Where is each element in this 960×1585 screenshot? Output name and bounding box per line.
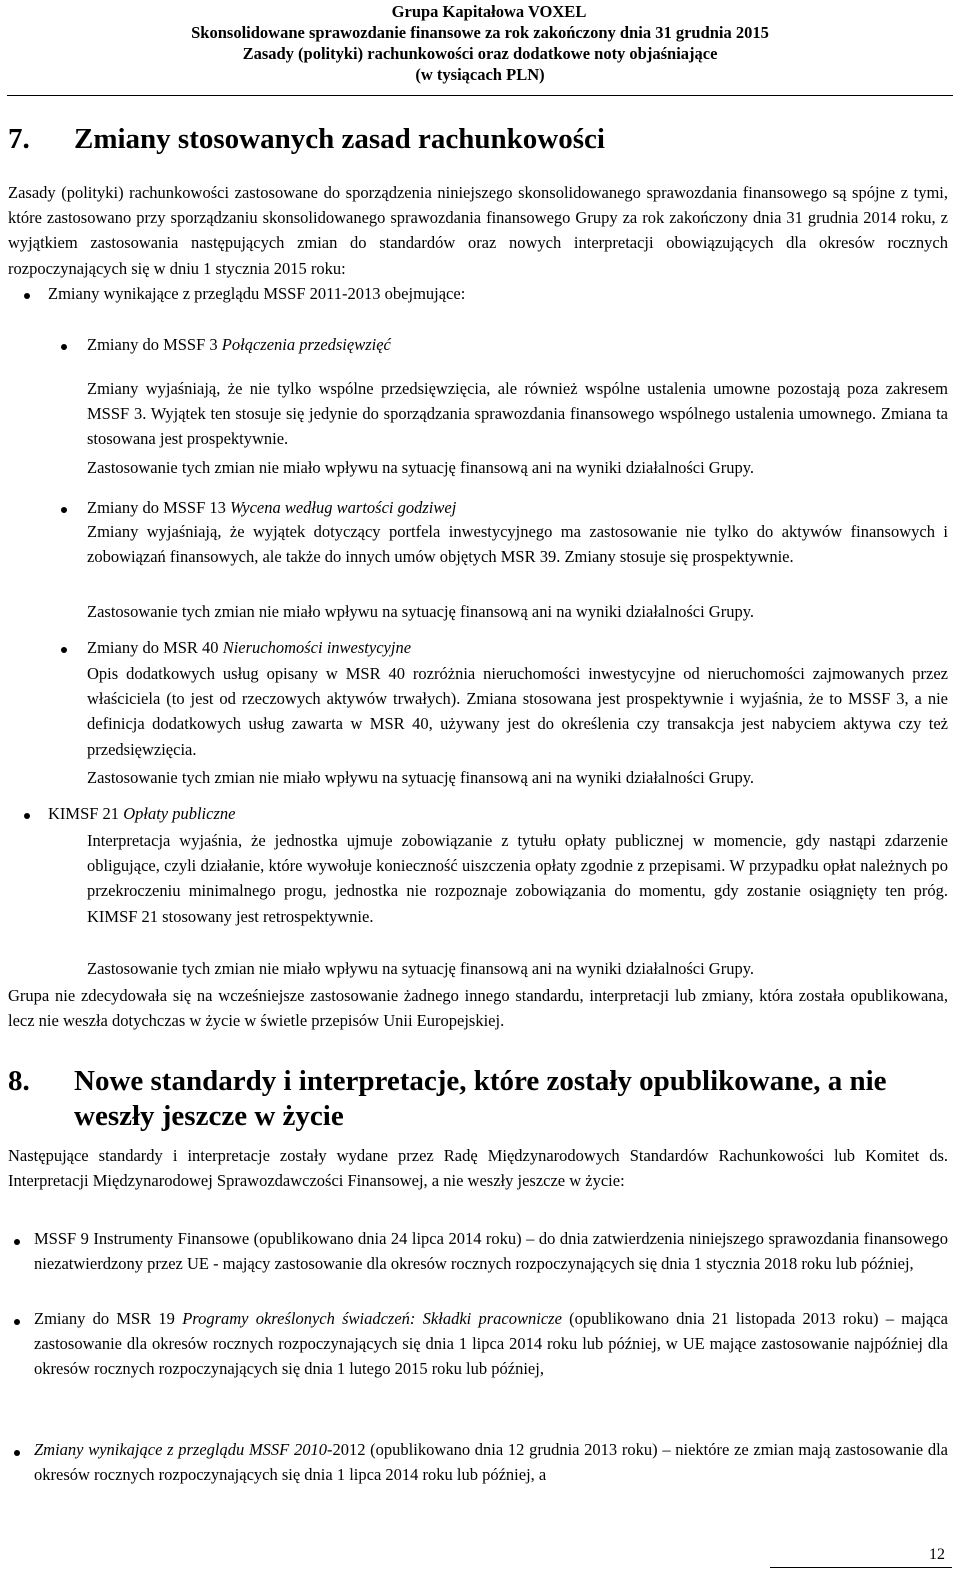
bullet-kimsf21-effect: Zastosowanie tych zmian nie miało wpływu na sytuację finansową ani na wyniki działalności Grupy. — [87, 959, 755, 978]
sub-bullet-mssf3-text: Zmiany wyjaśniają, że nie tylko wspólne przedsięwzięcia, ale również wspólne ustalenia umowne pozostają poza zakresem MSSF 3. Wyjątek ten stosuje się jedynie do sporządzania sprawozdania finansowego wspólnego ustalenia umownego. Zmiana ta stosowana jest prospektywnie. — [87, 379, 948, 449]
bullet-mssf-review: Zmiany wynikające z przeglądu MSSF 2011-2013 obejmujące: — [48, 284, 466, 303]
sub-bullet-msr40-prefix: Zmiany do MSR 40 — [87, 638, 223, 657]
sub-bullet-mssf3-prefix: Zmiany do MSSF 3 — [87, 335, 222, 354]
standard-item-msr19-title: Programy określonych świadczeń: Składki pracownicze — [182, 1309, 562, 1328]
sub-bullet-mssf13-title: Wycena według wartości godziwej — [230, 498, 457, 517]
section-8-intro: Następujące standardy i interpretacje zostały wydane przez Radę Międzynarodowych Standardów Rachunkowości lub Komitet ds. Interpretacji Międzynarodowej Sprawozdawczości Finansowej, a nie weszły jeszcze w życie: — [8, 1146, 948, 1191]
bullet-icon — [14, 1239, 20, 1245]
bullet-icon — [14, 1450, 20, 1456]
sub-bullet-msr40 — [87, 635, 411, 660]
section-8-number: 8. — [8, 1065, 30, 1097]
sub-bullet-msr40-text: Opis dodatkowych usług opisany w MSR 40 rozróżnia nieruchomości inwestycyjne od nieruchomości zajmowanych przez właściciela (to jest od rzeczowych aktywów trwałych). Zmiana stosowana jest prospektywnie i wyjaśnia, że to MSSF 3, a nie definicja dodatkowych usług zawarta w MSR 40, używany jest do określenia czy transakcja jest nabyciem aktywa czy też przedsięwzięcia. — [87, 664, 948, 759]
section-7-title: Zmiany stosowanych zasad rachunkowości — [74, 123, 605, 155]
standard-item-mssf-review — [34, 1437, 948, 1487]
page-number: 12 — [929, 1546, 945, 1563]
standard-item-msr19-prefix: Zmiany do MSR 19 — [34, 1309, 183, 1328]
section-8-title-line1: Nowe standardy i interpretacje, które zostały opublikowane, a nie — [74, 1065, 887, 1097]
sub-bullet-mssf3-title: Połączenia przedsięwzięć — [221, 335, 391, 354]
sub-bullet-mssf13-prefix: Zmiany do MSSF 13 — [87, 498, 231, 517]
sub-bullet-msr40-title: Nieruchomości inwestycyjne — [222, 638, 412, 657]
section-7-intro: Zasady (polityki) rachunkowości zastosowane do sporządzenia niniejszego skonsolidowanego sprawozdania finansowego są spójne z tymi, które zastosowano przy sporządzaniu skonsolidowanego sprawozdania finansowego Grupy za rok zakończony dnia 31 grudnia 2014 roku, z wyjątkiem zastosowania następujących zmian do standardów oraz nowych interpretacji obowiązujących dla okresów rocznych rozpoczynających się w dniu 1 stycznia 2015 roku: — [8, 183, 948, 278]
sub-bullet-msr40-effect: Zastosowanie tych zmian nie miało wpływu na sytuację finansową ani na wyniki działalności Grupy. — [87, 768, 755, 787]
footer-divider — [770, 1567, 952, 1568]
sub-bullet-mssf13 — [87, 495, 456, 520]
section-7-closing: Grupa nie zdecydowała się na wcześniejsze zastosowanie żadnego innego standardu, interpretacji lub zmiany, która została opublikowana, lecz nie weszła dotychczas w życie w świetle przepisów Unii Europejskiej. — [8, 986, 948, 1031]
standard-item-mssf-review-text: -2012 (opublikowano dnia 12 grudnia 2013 roku) – niektóre ze zmian mają zastosowanie dla okresów rocznych rozpoczynających się dnia 1 lipca 2014 roku lub później, a — [34, 1440, 948, 1485]
standard-item-mssf-review-title: Zmiany wynikające z przeglądu MSSF 2010 — [34, 1440, 327, 1459]
bullet-icon — [61, 344, 67, 350]
sub-bullet-mssf3-effect: Zastosowanie tych zmian nie miało wpływu na sytuację finansową ani na wyniki działalności Grupy. — [87, 458, 755, 477]
header-report: Skonsolidowane sprawozdanie finansowe za rok zakończony dnia 31 grudnia 2015 — [191, 23, 769, 42]
bullet-kimsf21 — [48, 801, 235, 826]
bullet-kimsf21-prefix: KIMSF 21 — [48, 804, 124, 823]
standard-item-msr19-text: (opublikowano dnia 21 listopada 2013 roku) – mająca zastosowanie dla okresów rocznych rozpoczynających się dnia 1 lipca 2014 roku lub później, w UE mające zastosowanie najpóźniej dla okresów rocznych rozpoczynających się dnia 1 lutego 2015 roku lub później, — [34, 1309, 948, 1379]
page-header — [0, 0, 960, 85]
header-divider — [7, 95, 953, 96]
section-8-heading — [8, 1064, 953, 1134]
sub-bullet-mssf13-text: Zmiany wyjaśniają, że wyjątek dotyczący portfela inwestycyjnego ma zastosowanie nie tylko do aktywów finansowych i zobowiązań finansowych, ale także do innych umów objętych MSR 39. Zmiany stosuje się prospektywnie. — [87, 522, 948, 567]
bullet-icon — [14, 1319, 20, 1325]
section-7-number: 7. — [8, 123, 30, 155]
header-units: (w tysiącach PLN) — [415, 65, 545, 84]
standard-item-mssf9: MSSF 9 Instrumenty Finansowe (opublikowano dnia 24 lipca 2014 roku) – do dnia zatwierdzenia niniejszego sprawozdania finansowego niezatwierdzony przez UE - mający zastosowanie dla okresów rocznych rozpoczynających się dnia 1 stycznia 2018 roku lub później, — [34, 1229, 948, 1274]
standard-item-msr19 — [34, 1306, 948, 1382]
section-7-heading — [8, 122, 605, 157]
bullet-icon — [24, 293, 30, 299]
bullet-kimsf21-title: Opłaty publiczne — [123, 804, 236, 823]
bullet-kimsf21-text: Interpretacja wyjaśnia, że jednostka ujmuje zobowiązanie z tytułu opłaty publicznej w momencie, gdy nastąpi zdarzenie obligujące, czyli działanie, które wywołuje konieczność uiszczenia opłaty zgodnie z przepisami. W przypadku opłat należnych po przekroczeniu minimalnego progu, jednostka nie rozpoznaje zobowiązania do momentu, gdy zostanie osiągnięty ten próg. KIMSF 21 stosowany jest retrospektywnie. — [87, 831, 948, 926]
header-company: Grupa Kapitałowa VOXEL — [391, 2, 587, 21]
section-8-title-line2: weszły jeszcze w życie — [74, 1100, 344, 1132]
sub-bullet-mssf3 — [87, 332, 391, 357]
header-section: Zasady (polityki) rachunkowości oraz dodatkowe noty objaśniające — [242, 44, 718, 63]
bullet-icon — [61, 647, 67, 653]
sub-bullet-mssf13-effect: Zastosowanie tych zmian nie miało wpływu na sytuację finansową ani na wyniki działalności Grupy. — [87, 602, 755, 621]
bullet-icon — [61, 507, 67, 513]
bullet-icon — [24, 813, 30, 819]
